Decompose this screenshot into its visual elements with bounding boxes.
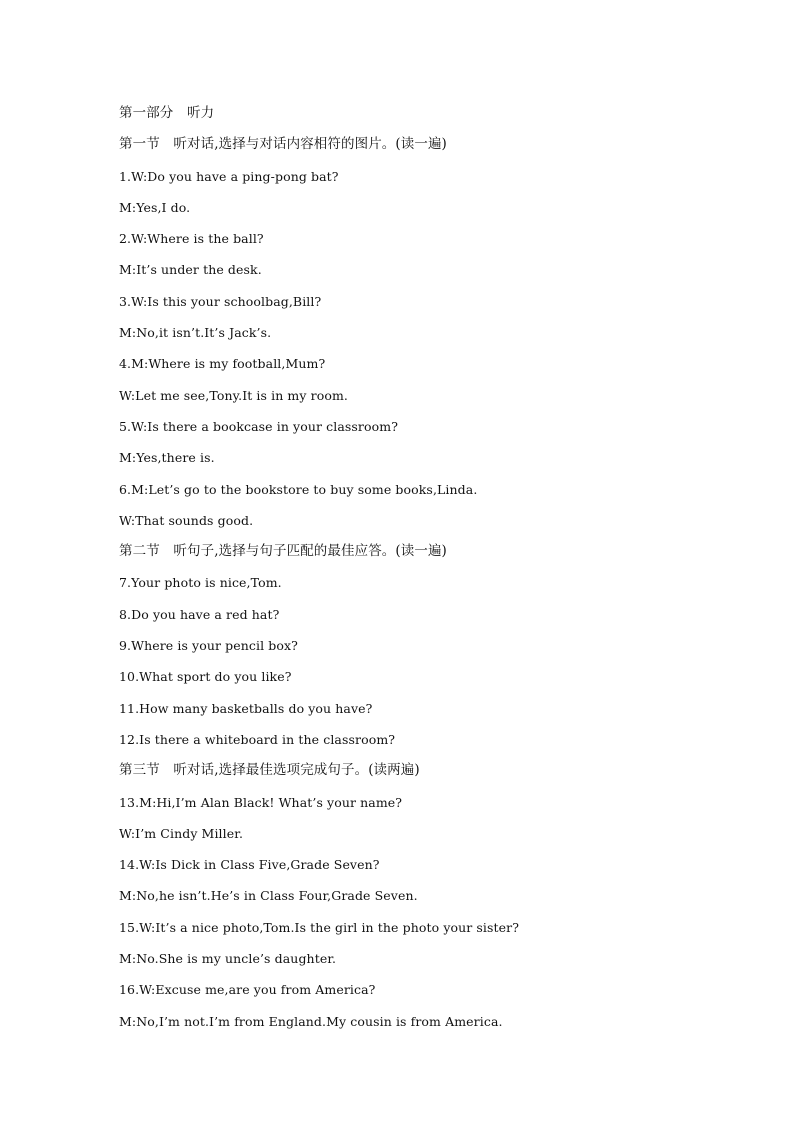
section-heading: 第三节 听对话,选择最佳选项完成句子。(读两遍) [119, 762, 420, 779]
transcript-line: 12.Is there a whiteboard in the classroom? [119, 731, 396, 747]
transcript-line: M:No.She is my uncle’s daughter. [119, 951, 337, 967]
transcript-line: M:No,it isn’t.It’s Jack’s. [119, 325, 272, 341]
transcript-line: 13.M:Hi,I’m Alan Black! What’s your name? [119, 794, 403, 810]
transcript-line: M:No,he isn’t.He’s in Class Four,Grade Seven. [119, 888, 418, 904]
part-title: 第一部分 听力 [119, 105, 215, 121]
transcript-line: 6.M:Let’s go to the bookstore to buy some books,Linda. [119, 481, 478, 497]
transcript-line: 14.W:Is Dick in Class Five,Grade Seven? [119, 857, 380, 873]
transcript-line: 16.W:Excuse me,are you from America? [119, 982, 376, 998]
transcript-line: 5.W:Is there a bookcase in your classroom? [119, 418, 399, 434]
section-heading: 第二节 听句子,选择与句子匹配的最佳应答。(读一遍) [119, 543, 447, 560]
transcript-line: 3.W:Is this your schoolbag,Bill? [119, 293, 322, 309]
transcript-line: 15.W:It’s a nice photo,Tom.Is the girl in the photo your sister? [119, 919, 520, 935]
transcript-line: W:Let me see,Tony.It is in my room. [119, 387, 348, 403]
transcript-line: M:It’s under the desk. [119, 262, 262, 278]
transcript-line: 4.M:Where is my football,Mum? [119, 356, 326, 372]
transcript-line: 9.Where is your pencil box? [119, 638, 298, 654]
transcript-line: M:No,I’m not.I’m from England.My cousin is from America. [119, 1013, 503, 1029]
transcript-line: 11.How many basketballs do you have? [119, 700, 373, 716]
transcript-line: 1.W:Do you have a ping-pong bat? [119, 168, 339, 184]
transcript-line: W:That sounds good. [119, 512, 254, 528]
transcript-line: W:I’m Cindy Miller. [119, 825, 244, 841]
transcript-line: 7.Your photo is nice,Tom. [119, 575, 282, 591]
section-heading: 第一节 听对话,选择与对话内容相符的图片。(读一遍) [119, 136, 447, 153]
document-page [119, 98, 739, 1037]
transcript-line: 10.What sport do you like? [119, 669, 292, 685]
transcript-line: M:Yes,there is. [119, 450, 215, 466]
transcript-line: M:Yes,I do. [119, 199, 191, 215]
transcript-line: 8.Do you have a red hat? [119, 606, 280, 622]
transcript-line: 2.W:Where is the ball? [119, 231, 264, 247]
